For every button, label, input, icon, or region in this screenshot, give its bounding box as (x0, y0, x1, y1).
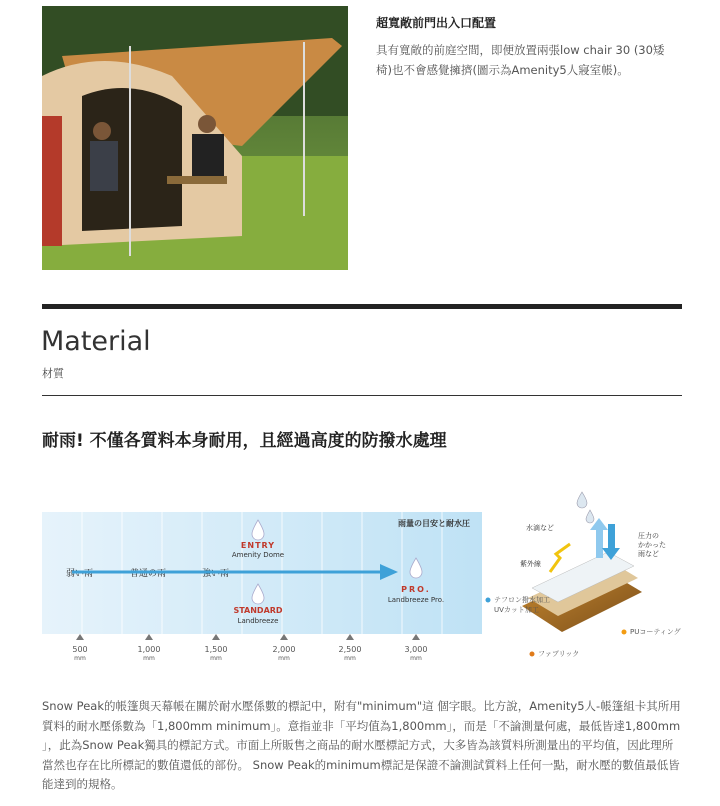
teflon-label: テフロン撥水加工 (494, 596, 550, 604)
tent-photo (42, 6, 348, 270)
scale-value: 3,000 (404, 645, 428, 654)
entry-grade: ENTRY (240, 541, 276, 550)
headline: 耐雨! 不僅各質料本身耐用，且經過高度的防撥水處理 (42, 431, 447, 451)
rain-label-heavy: 強い雨 (202, 569, 230, 579)
scale-unit: mm (74, 655, 86, 662)
entry-product: Amenity Dome (231, 551, 285, 559)
uv-arrow-icon (550, 544, 570, 572)
water-resistance-diagram (42, 488, 698, 678)
scale-value: 2,500 (338, 645, 362, 654)
fabric-label: ファブリック (538, 650, 580, 658)
section-underline (42, 395, 682, 396)
uv-label: 紫外線 (520, 560, 541, 568)
pressure-label: 圧力のかかった雨など (638, 532, 666, 558)
rain-label-light: 弱い雨 (66, 569, 94, 579)
uvcut-label: UVカット加工 (494, 606, 539, 614)
section-title: Material (41, 326, 151, 357)
water-drop-icon (586, 510, 594, 523)
legend-title: 雨量の目安と耐水圧 (398, 519, 470, 528)
scale-unit: mm (143, 655, 155, 662)
pro-grade: PRO. (401, 585, 431, 594)
feature-description: 具有寬敞的前庭空間，即便放置兩張low chair 30 (30矮椅)也不會感覺擁擠(圖示為Amenity5人寢室帳)。 (376, 43, 665, 77)
scale-value: 2,000 (272, 645, 296, 654)
feature-title: 超寬敞前門出入口配置 (376, 16, 497, 30)
scale-value: 1,500 (204, 645, 228, 654)
water-drops-label: 水滴など (526, 524, 554, 532)
standard-grade: STANDARD (233, 606, 283, 615)
body-text: Snow Peak的帳篷與天幕帳在關於耐水壓係數的標記中，附有"minimum"這 個字眼。比方說，Amenity5人-帳篷組卡其所用質料的耐水壓係數為「1,800mm minimum」。意指並非「平均值為1,800mm」，而是「不論測量何處，最低皆達1,800mm 」，此為Snow Peak獨具的標記方式。市面上所販售之商品的耐水壓標記方式，大多皆為該質料所測量出的平均值，因此理所當然也存在比所標記的數值還低的部份。 Snow Peak的minimum標記是保證不論測試質料上任何一點，耐水壓的數值最低皆能達到的規格。 (42, 699, 681, 791)
section-subtitle: 材質 (42, 367, 64, 380)
section-divider (42, 304, 682, 309)
rain-label-normal: 普通の雨 (130, 569, 167, 579)
scale-unit: mm (210, 655, 222, 662)
scale-value: 500 (72, 645, 88, 654)
standard-product: Landbreeze (237, 617, 279, 625)
scale-unit: mm (344, 655, 356, 662)
pressure-down-icon (608, 524, 615, 550)
scale-unit: mm (410, 655, 422, 662)
pressure-up-icon (596, 528, 603, 558)
pro-product: Landbreeze Pro. (387, 596, 445, 604)
scale-unit: mm (278, 655, 290, 662)
water-drop-icon (577, 492, 587, 508)
scale-value: 1,000 (137, 645, 161, 654)
pu-label: PUコーティング (630, 628, 681, 636)
